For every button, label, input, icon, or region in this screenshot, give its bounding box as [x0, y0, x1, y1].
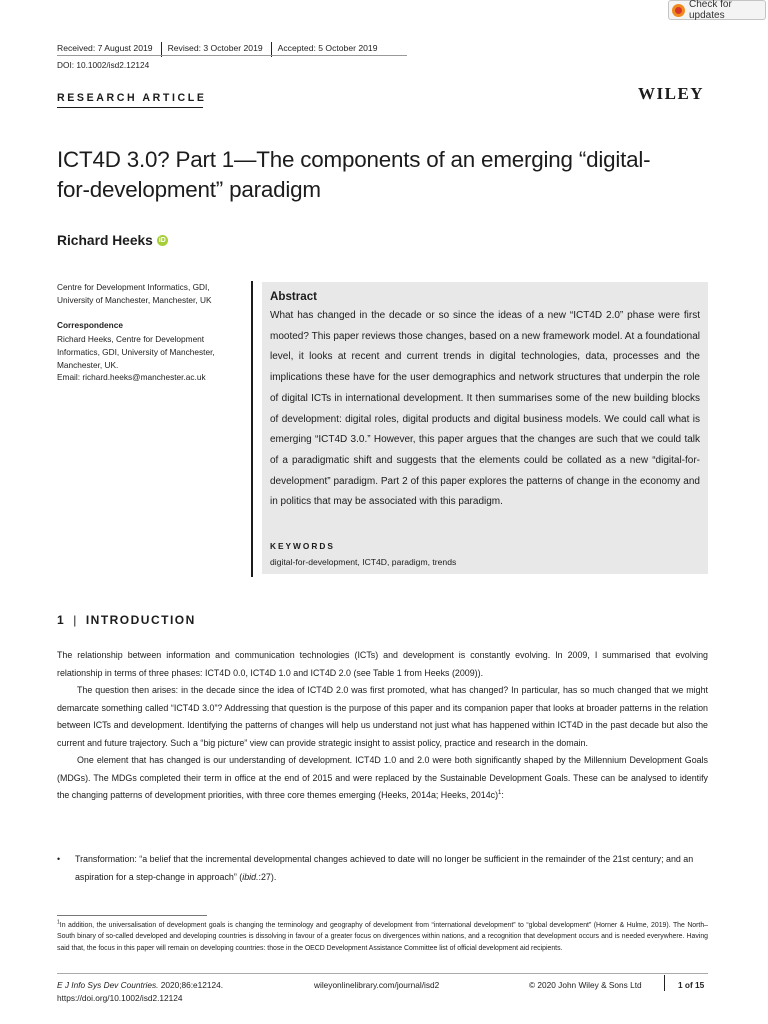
header-rule [57, 55, 407, 56]
keywords: digital-for-development, ICT4D, paradigm, trends [270, 557, 457, 567]
received-date: Received: 7 August 2019 [57, 43, 153, 53]
section-heading-introduction [57, 613, 196, 627]
footnote-rule [57, 915, 207, 916]
ibid: ibid. [242, 871, 259, 882]
affiliation-line: University of Manchester, Manchester, UK [57, 294, 212, 305]
doi[interactable]: DOI: 10.1002/isd2.12124 [57, 60, 150, 70]
footer-journal [57, 980, 223, 990]
footnote-ref[interactable]: 1 [498, 790, 502, 797]
section-type-underline [57, 107, 203, 108]
accepted-date: Accepted: 5 October 2019 [277, 43, 378, 53]
footer-rule [57, 973, 708, 974]
bullet-text [75, 851, 708, 886]
keywords-heading: KEYWORDS [270, 541, 335, 551]
section-separator: | [73, 613, 78, 627]
abstract-text: What has changed in the decade or so since the ideas of a new “ICT4D 2.0” phase were first mooted? This paper reviews those changes, based on a new framework model. At a foundational level, it looks at recent and current trends in digital technologies, data, processes and the implications these have for the user demographics and network structures that underpin the role of digital ICTs in international development. It then summarises some of the new building blocks of development: digital roles, digital products and digital business models. We could call what is emerging “ICT4D 3.0.” However, this paper argues that the changes are such that we could talk of a paradigmatic shift and suggests that the elements could be collated as a new “digital-for-development” paradigm. Part 2 of this paper explores the patterns of change in the economy and in politics that may be associated with this paradigm. [270, 310, 700, 508]
paragraph: The relationship between information and communication technologies (ICTs) and development is constantly evolving. In 2009, I summarised that evolving relationship in terms of three phases: ICT4D 0.0, ICT4D 1.0 and ICT4D 2.0 (see Table 1 from Heeks (2009)). [57, 650, 708, 678]
article-title [57, 145, 717, 205]
affiliation-line: Centre for Development Informatics, GDI, [57, 282, 210, 292]
bullet-item [57, 851, 708, 886]
paragraph-text: One element that has changed is our understanding of development. ICT4D 1.0 and 2.0 were both significantly shaped by the Millennium Development Goals (MDGs). The MDGs completed their term in office at the end of 2015 and were replaced by the Sustainable Development Goals. These can be analysed to identify the changing patterns of development priorities, with three core themes emerging (Heeks, 2014a; Heeks, 2014c) [57, 755, 708, 800]
correspondence-line: Richard Heeks, Centre for Development [57, 334, 205, 344]
footnote-text: In addition, the universalisation of development goals is changing the terminology and geography of development from “international development” to “global development” (Horner & Hulme, 2019). The North–South binary of so-called developed and developing countries is dissolving in favour of a greater focus on divergences within nations, and a recognition that development occurs and is needed everywhere. Having said that, the focus in this paper will remain on developing countries: those in the OECD Development Assistance Committee list of official development aid recipients. [57, 922, 708, 952]
publisher-logo: WILEY [638, 84, 705, 103]
check-for-updates-label: Check for updates [689, 0, 732, 21]
abstract-side-rule [251, 281, 253, 577]
footnote-marker: 1 [57, 919, 60, 926]
title-line-1: ICT4D 3.0? Part 1—The components of an emerging “digital- [57, 147, 651, 172]
correspondence [57, 333, 247, 384]
footer-journal-link[interactable]: wileyonlinelibrary.com/journal/isd2 [314, 980, 440, 990]
bullet-text-main: Transformation: “a belief that the incremental developmental changes achieved to date will no longer be sufficient in the remainder of the 21st century; and an aspiration for a step-change in approach” ( [75, 854, 694, 882]
bullet-text-end: :27). [258, 871, 277, 882]
page-number: 1 of 15 [678, 980, 705, 990]
footnote [57, 920, 708, 954]
section-number: 1 [57, 613, 66, 627]
check-for-updates-button[interactable] [668, 0, 766, 20]
footer-doi-link[interactable]: https://doi.org/10.1002/isd2.12124 [57, 993, 183, 1003]
abstract-heading: Abstract [270, 290, 318, 303]
paragraph-end: : [501, 790, 504, 800]
affiliation [57, 281, 247, 306]
journal-name: E J Info Sys Dev Countries. [57, 980, 159, 990]
paragraph: The question then arises: in the decade since the idea of ICT4D 2.0 was first promoted, what has changed? In particular, has so much changed that we might demarcate something called “ICT4D 3.0”? Addressing that question is the purpose of this paper and its companion paper that looks at broader patterns in the relation between ICTs and development. Identifying the patterns of changes will help us understand not just what has happened within ICT4D in the past decade but also the current and future trajectory. Such a “big picture” view can provide strategic insight to assist policy, practice and research in the domain. [57, 685, 708, 748]
correspondence-heading: Correspondence [57, 320, 123, 330]
correspondence-line: Informatics, GDI, University of Manchester, [57, 346, 215, 357]
section-title: INTRODUCTION [85, 613, 196, 627]
citation: 2020;86:e12124. [158, 980, 224, 990]
author [57, 233, 168, 248]
title-line-2: for-development” paradigm [57, 177, 321, 202]
revised-date: Revised: 3 October 2019 [167, 43, 263, 53]
crossmark-icon [672, 4, 685, 17]
paragraph [57, 752, 708, 805]
footer-divider [664, 975, 665, 991]
bullet-icon: • [57, 854, 61, 864]
body-text [57, 647, 708, 805]
correspondence-email[interactable]: Email: richard.heeks@manchester.ac.uk [57, 372, 206, 383]
section-type: RESEARCH ARTICLE [57, 92, 207, 104]
orcid-icon[interactable]: iD [158, 237, 166, 244]
footer-copyright: © 2020 John Wiley & Sons Ltd [529, 980, 642, 990]
correspondence-line: Manchester, UK. [57, 359, 119, 370]
author-name[interactable]: Richard Heeks [57, 233, 153, 248]
